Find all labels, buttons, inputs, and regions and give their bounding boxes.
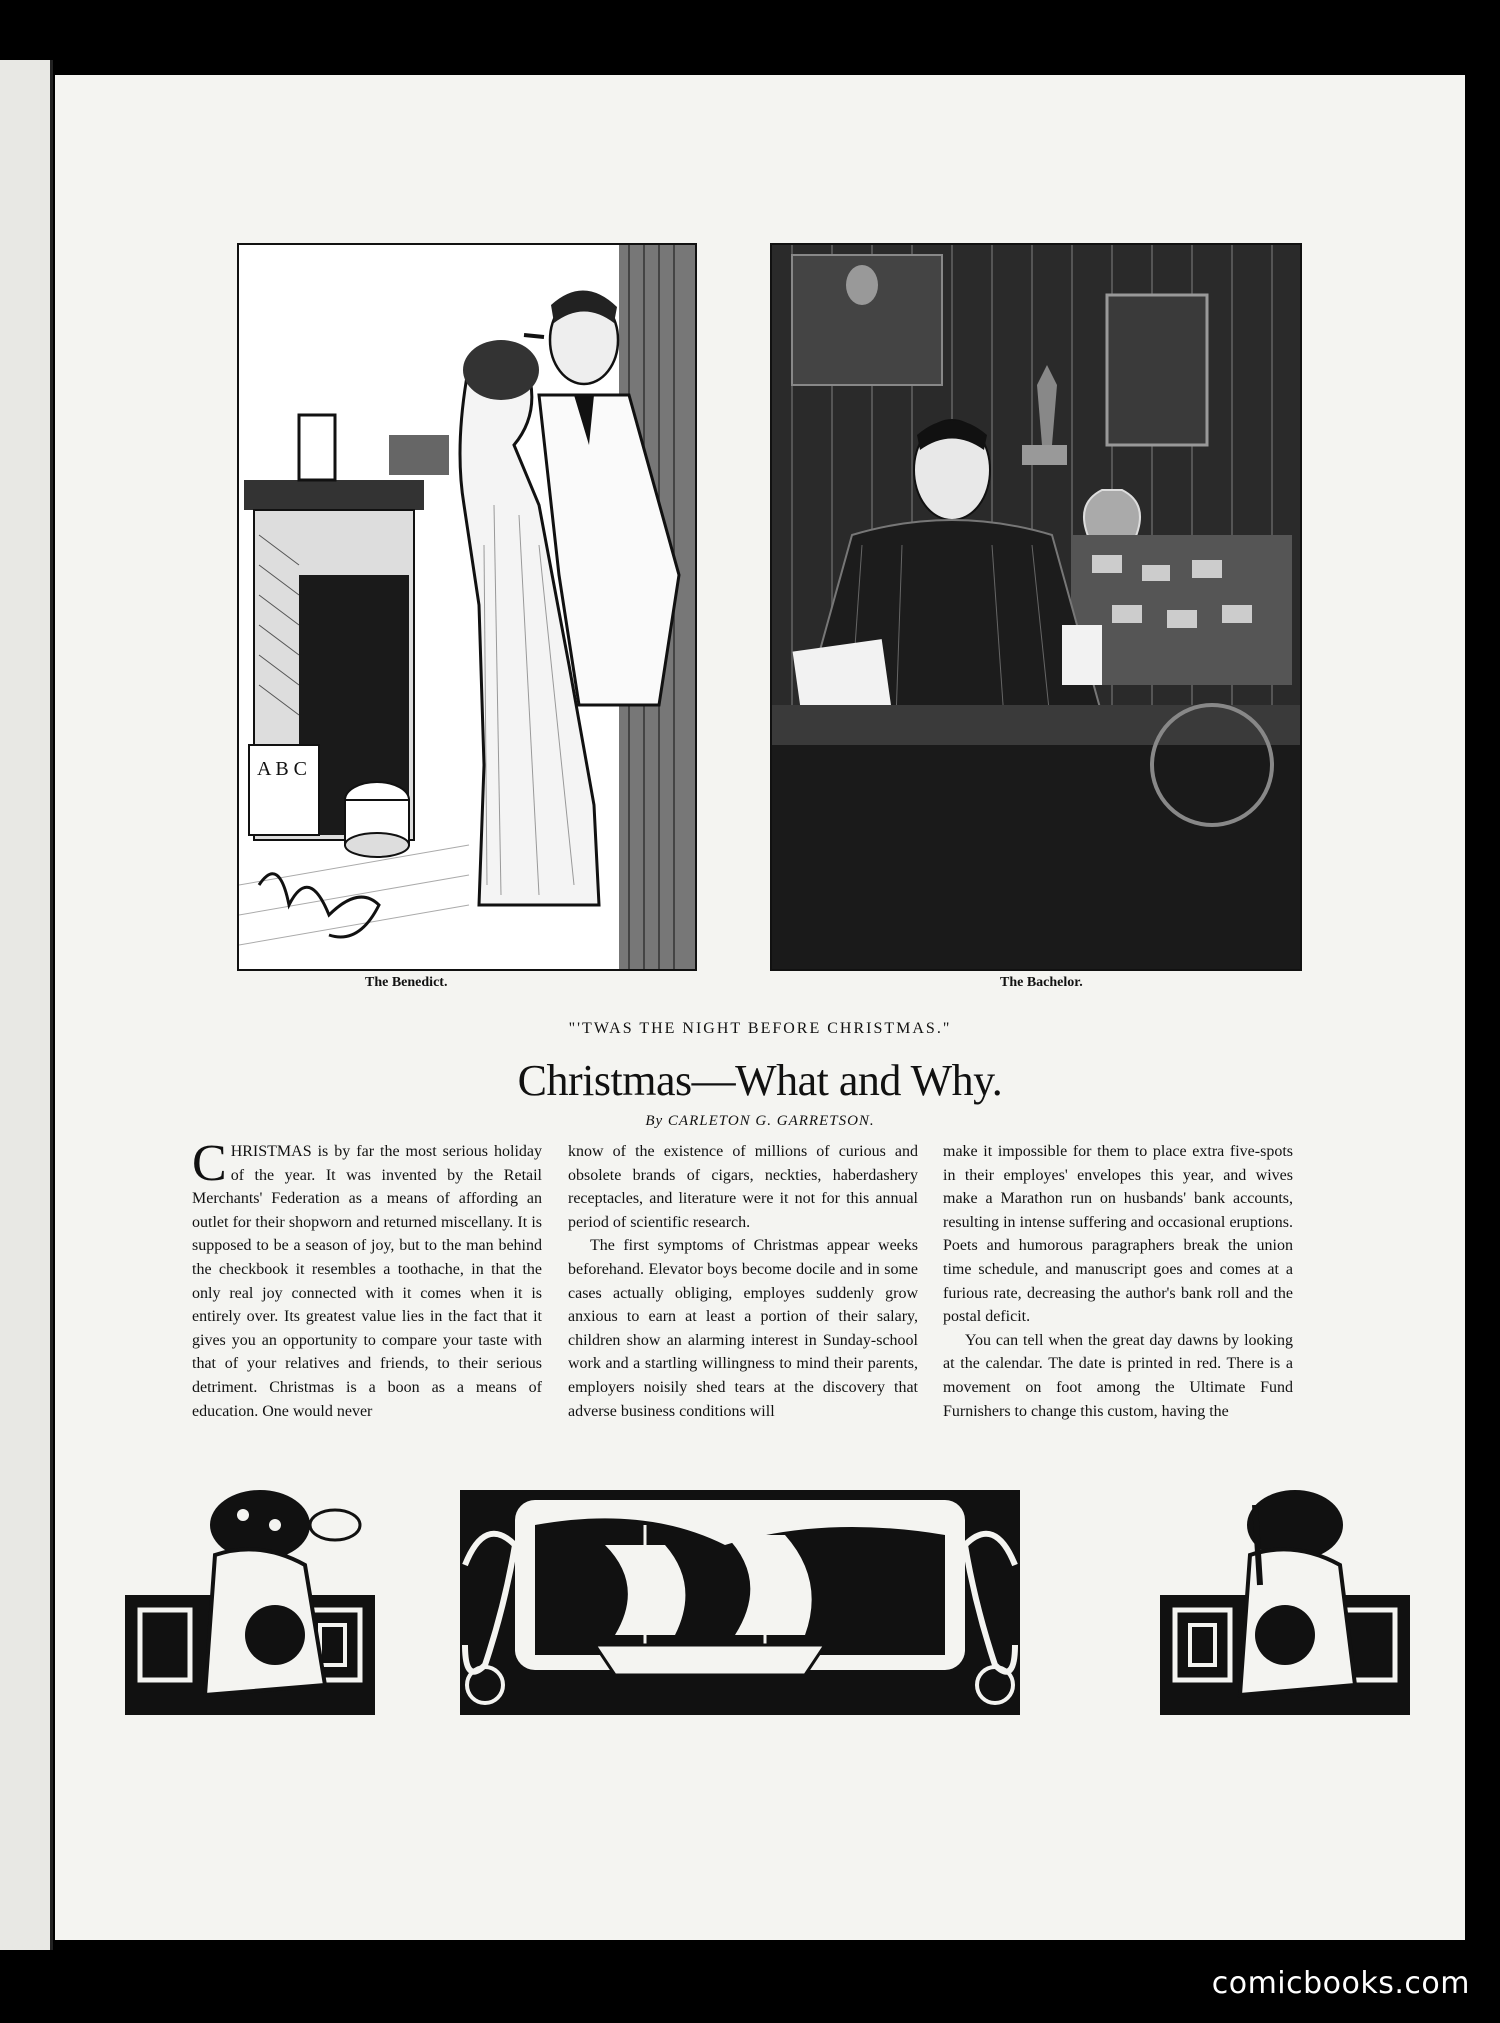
column-1-paragraph-1 — [192, 1135, 542, 1423]
article-title: Christmas—What and Why. — [517, 1056, 1003, 1105]
column-2-paragraph-1: know of the existence of millions of curious and obsolete brands of cigars, neckties, haberdashery receptacles, and literature were it not for this annual period of scientific research. — [568, 1143, 918, 1231]
running-head: "'TWAS THE NIGHT BEFORE CHRISTMAS." — [568, 1020, 952, 1037]
left-pirate-vignette — [125, 1490, 375, 1715]
benedict-caption: The Benedict. — [365, 975, 448, 990]
benedict-illustration — [237, 243, 697, 971]
site-watermark: comicbooks.com — [1211, 1966, 1470, 2001]
article-column-3 — [943, 1140, 1293, 1423]
left-page-edge — [0, 60, 53, 1950]
column-3-paragraph-2: You can tell when the great day dawns by looking at the calendar. The date is printed in red. There is a movement on foot among the Ultimate Fund Furnishers to change this custom, having the — [943, 1331, 1293, 1420]
article-column-2 — [568, 1140, 918, 1423]
decorative-footer-band — [125, 1485, 1410, 1725]
right-pirate-vignette — [1160, 1490, 1410, 1715]
bachelor-caption: The Bachelor. — [1000, 975, 1083, 990]
drop-cap: C — [192, 1135, 227, 1192]
ship-panel — [460, 1490, 1020, 1715]
article-column-1 — [192, 1135, 542, 1423]
column-2-paragraph-2: The first symptoms of Christmas appear weeks beforehand. Elevator boys become docile and in some cases actually obliging, employes suddenly grow anxious to earn at least a portion of their salary, children show an alarming interest in Sunday-school work and a startling willingness to mind their parents, employers noisily shed tears at the discovery that adverse business conditions will — [568, 1237, 918, 1420]
column-1-paragraph-1-text: HRISTMAS is by far the most serious holiday of the year. It was invented by the Retail Merchants' Federation as a means of affording an outlet for their shopworn and returned miscellany. It is supposed to be a season of joy, but to the man behind the checkbook it resembles a toothache, in that the only real joy connected with it comes when it is entirely over. Its greatest value lies in the fact that it gives you an opportunity to compare your taste with that of your relatives and friends, to their serious detriment. Christmas is a boon as a means of education. One would never — [192, 1143, 542, 1420]
bachelor-illustration — [770, 243, 1302, 971]
column-3-paragraph-1: make it impossible for them to place extra five-spots in their employes' envelopes this year, and wives make a Marathon run on husbands' bank accounts, resulting in intense suffering and occasional eruptions. Poets and humorous paragraphers break the union time schedule, and manuscript goes and comes at a furious rate, decreasing the author's bank roll and the postal deficit. — [943, 1143, 1293, 1326]
toy-blocks-letters: A B C — [257, 758, 308, 780]
article-byline: By CARLETON G. GARRETSON. — [645, 1113, 875, 1129]
magazine-page — [55, 75, 1465, 1940]
